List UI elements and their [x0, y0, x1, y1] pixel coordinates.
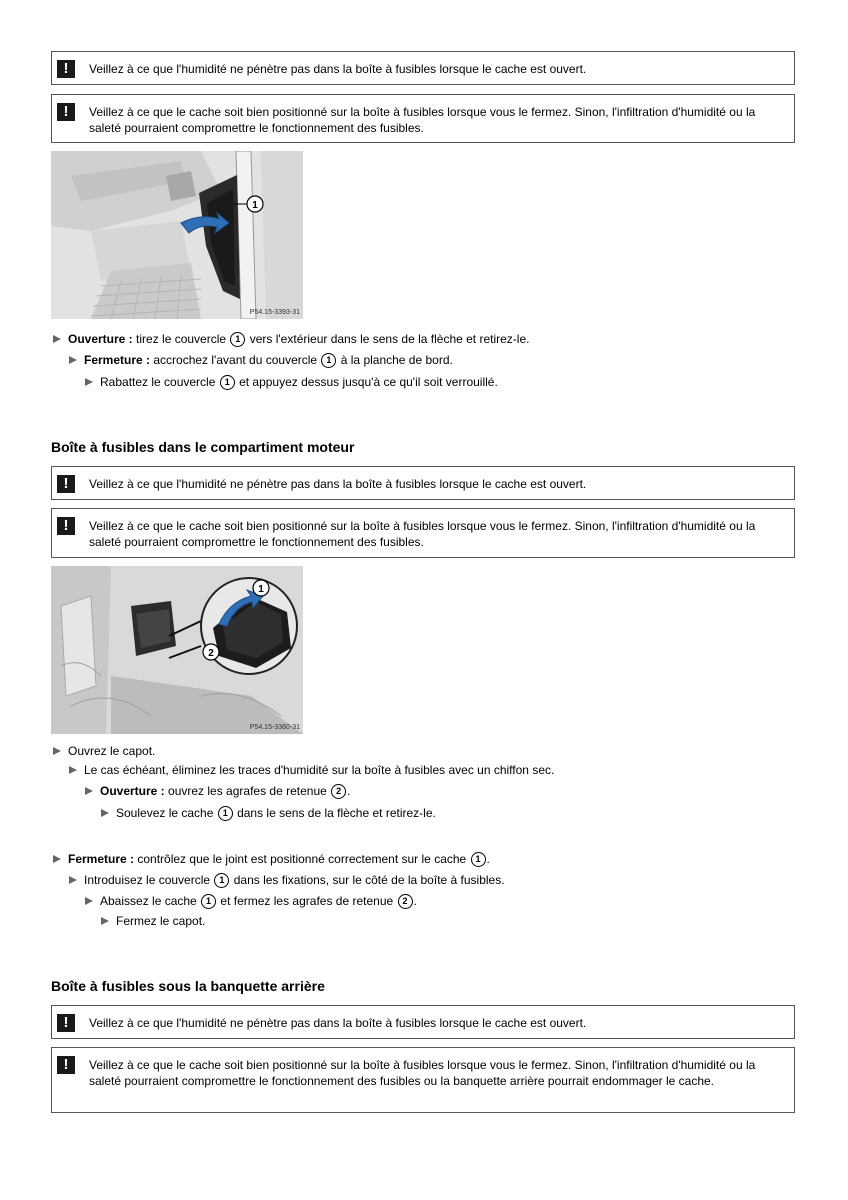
warning-notice — [51, 1005, 795, 1039]
notice-text: Veillez à ce que l'humidité ne pénètre pas dans la boîte à fusibles lorsque le cache est ouvert. — [89, 62, 587, 76]
triangle-bullet-icon — [69, 876, 77, 884]
step-text: Introduisez le couvercle — [84, 873, 214, 887]
step-text: contrôlez que le joint est positionné correctement sur le cache — [134, 852, 470, 866]
step-text: Soulevez le cache — [116, 806, 217, 820]
notice-text: Veillez à ce que le cache soit bien positionné sur la boîte à fusibles lorsque vous le fermez. Sinon, l'infiltration d'humidité ou la saleté pourraient compromettre le fonctionnement des fusibles. — [89, 519, 756, 549]
step — [69, 872, 505, 888]
step-text: et appuyez dessus jusqu'à ce qu'il soit verrouillé. — [235, 375, 498, 389]
step-text: dans le sens de la flèche et retirez-le. — [233, 806, 436, 820]
triangle-bullet-icon — [53, 747, 61, 755]
warning-notice — [51, 94, 795, 143]
step — [101, 913, 205, 929]
warning-notice — [51, 1047, 795, 1113]
step — [53, 743, 155, 759]
callout-number: 1 — [214, 873, 229, 888]
engine-fusebox-figure — [51, 566, 303, 734]
step-bold: Fermeture : — [84, 353, 151, 367]
callout-number: 1 — [201, 894, 216, 909]
dashboard-fusebox-figure — [51, 151, 303, 319]
step-text: . — [486, 852, 490, 866]
step — [69, 352, 453, 368]
step-text: Rabattez le couvercle — [100, 375, 219, 389]
step — [101, 805, 436, 821]
exclamation-icon: ! — [57, 1056, 75, 1074]
triangle-bullet-icon — [101, 917, 109, 925]
exclamation-icon: ! — [57, 475, 75, 493]
warning-notice — [51, 466, 795, 500]
exclamation-icon: ! — [57, 1014, 75, 1032]
step-text: accrochez l'avant du couvercle — [150, 353, 321, 367]
triangle-bullet-icon — [53, 335, 61, 343]
notice-text: Veillez à ce que le cache soit bien positionné sur la boîte à fusibles lorsque vous le fermez. Sinon, l'infiltration d'humidité ou la saleté pourraient compromettre le fonctionnement des fusibles ou la banquette arrière pourrait endommager le cache. — [89, 1058, 756, 1088]
step — [53, 851, 490, 867]
callout-1: 1 — [252, 200, 258, 211]
callout-number: 1 — [321, 353, 336, 368]
notice-text: Veillez à ce que l'humidité ne pénètre pas dans la boîte à fusibles lorsque le cache est ouvert. — [89, 477, 587, 491]
section-heading: Boîte à fusibles sous la banquette arrière — [51, 978, 325, 994]
warning-notice — [51, 51, 795, 85]
step — [85, 893, 417, 909]
notice-text: Veillez à ce que le cache soit bien positionné sur la boîte à fusibles lorsque vous le fermez. Sinon, l'infiltration d'humidité ou la saleté pourraient compromettre le fonctionnement des fusibles. — [89, 105, 756, 135]
section-heading: Boîte à fusibles dans le compartiment moteur — [51, 439, 355, 455]
step-bold: Ouverture : — [100, 784, 165, 798]
step — [69, 762, 554, 778]
step-bold: Ouverture : — [68, 332, 133, 346]
triangle-bullet-icon — [69, 766, 77, 774]
step-text: et fermez les agrafes de retenue — [217, 894, 397, 908]
figure-code: P54.15-3393-31 — [249, 309, 300, 316]
callout-number: 2 — [331, 784, 346, 799]
triangle-bullet-icon — [101, 809, 109, 817]
callout-number: 1 — [218, 806, 233, 821]
step — [85, 374, 498, 390]
figure-code: P54.15-3360-31 — [249, 724, 300, 731]
exclamation-icon: ! — [57, 517, 75, 535]
callout-number: 1 — [230, 332, 245, 347]
step-text: à la planche de bord. — [337, 353, 453, 367]
warning-notice — [51, 508, 795, 558]
step — [53, 331, 529, 347]
triangle-bullet-icon — [85, 787, 93, 795]
step-text: dans les fixations, sur le côté de la boîte à fusibles. — [230, 873, 505, 887]
step-text: . — [347, 784, 351, 798]
callout-number: 1 — [220, 375, 235, 390]
step-text: Ouvrez le capot. — [68, 744, 156, 758]
step-text: . — [413, 894, 417, 908]
exclamation-icon: ! — [57, 103, 75, 121]
step-text: Le cas échéant, éliminez les traces d'humidité sur la boîte à fusibles avec un chiffon sec. — [84, 763, 555, 777]
step-text: ouvrez les agrafes de retenue — [164, 784, 331, 798]
callout-2: 2 — [208, 648, 214, 659]
step — [85, 783, 350, 799]
triangle-bullet-icon — [85, 897, 93, 905]
step-bold: Fermeture : — [68, 852, 135, 866]
notice-text: Veillez à ce que l'humidité ne pénètre pas dans la boîte à fusibles lorsque le cache est ouvert. — [89, 1016, 587, 1030]
step-text: vers l'extérieur dans le sens de la flèche et retirez-le. — [246, 332, 530, 346]
callout-1: 1 — [258, 584, 264, 595]
step-text: Abaissez le cache — [100, 894, 201, 908]
step-text: tirez le couvercle — [132, 332, 230, 346]
triangle-bullet-icon — [53, 855, 61, 863]
triangle-bullet-icon — [85, 378, 93, 386]
step-text: Fermez le capot. — [116, 914, 206, 928]
triangle-bullet-icon — [69, 356, 77, 364]
callout-number: 2 — [398, 894, 413, 909]
callout-number: 1 — [471, 852, 486, 867]
exclamation-icon: ! — [57, 60, 75, 78]
